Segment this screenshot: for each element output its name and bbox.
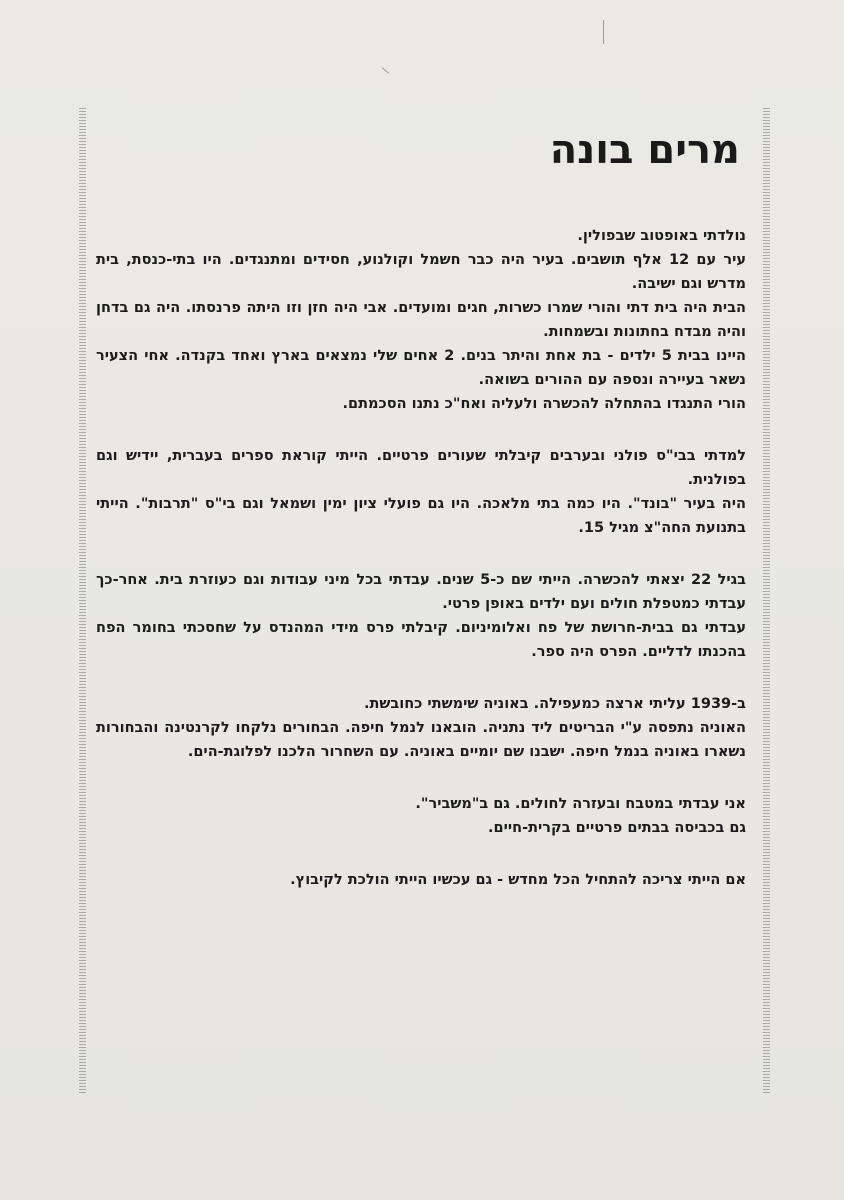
page-title: מרים בונה (549, 127, 740, 173)
text-line: הבית היה בית דתי והורי שמרו כשרות, חגים ומועדים. אבי היה חזן וזו היתה פרנסתו. היה גם בדחן והיה מבדח בחתונות ובשמחות. (96, 300, 746, 340)
paragraph-birth-and-home (96, 224, 746, 416)
body-text (96, 224, 746, 892)
left-decorative-border (79, 108, 86, 1094)
text-line: ב-1939 עליתי ארצה כמעפילה. באוניה שימשתי כחובשת. (363, 696, 746, 712)
paragraph-closing (96, 868, 746, 892)
text-line: למדתי בבי"ס פולני ובערבים קיבלתי שעורים פרטיים. הייתי קוראת ספרים בעברית, יידיש וגם בפולנית. (96, 448, 746, 488)
text-line: היה בעיר "בונד". היו כמה בתי מלאכה. היו גם פועלי ציון ימין ושמאל וגם בי"ס "תרבות". הייתי בתנועת החה"צ מגיל 15. (96, 496, 746, 536)
right-decorative-border (763, 108, 770, 1094)
paragraph-aliyah (96, 692, 746, 764)
text-line: הורי התנגדו בהתחלה להכשרה ולעליה ואח"כ נתנו הסכמתם. (342, 396, 746, 412)
text-line: היינו בבית 5 ילדים - בת אחת והיתר בנים. 2 אחים שלי נמצאים בארץ ואחד בקנדה. אחי הצעיר נשאר בעיירה ונספה עם ההורים בשואה. (96, 348, 746, 388)
text-line: אם הייתי צריכה להתחיל הכל מחדש - גם עכשיו הייתי הולכת לקיבוץ. (290, 872, 746, 888)
paragraph-work (96, 792, 746, 840)
paper-scratch (382, 67, 390, 74)
text-line: נולדתי באופטוב שבפולין. (577, 228, 746, 244)
text-line: בגיל 22 יצאתי להכשרה. הייתי שם כ-5 שנים. עבדתי בכל מיני עבודות וגם כעוזרת בית. אחר-כך עבדתי כמטפלת חולים ועם ילדים באופן פרטי. (96, 572, 746, 612)
text-line: עיר עם 12 אלף תושבים. בעיר היה כבר חשמל וקולנוע, חסידים ומתנגדים. היו בתי-כנסת, בית מדרש וגם ישיבה. (96, 252, 746, 292)
text-line: אני עבדתי במטבח ובעזרה לחולים. גם ב"משביר". (415, 796, 746, 812)
paragraph-hachshara (96, 568, 746, 664)
paper-scratch (603, 20, 604, 44)
text-line: גם בכביסה בבתים פרטיים בקרית-חיים. (487, 820, 746, 836)
text-line: האוניה נתפסה ע"י הבריטים ליד נתניה. הובאנו לנמל חיפה. הבחורים נלקחו לקרנטינה והבחורות נשארו באוניה בנמל חיפה. ישבנו שם יומיים באוניה. עם השחרור הלכנו לפלוגת-הים. (96, 720, 746, 760)
paragraph-education (96, 444, 746, 540)
document-content (96, 118, 746, 920)
text-line: עבדתי גם בבית-חרושת של פח ואלומיניום. קיבלתי פרס מידי המהנדס על שחסכתי בחומר הפח בהכנתו לדליים. הפרס היה ספר. (96, 620, 746, 660)
